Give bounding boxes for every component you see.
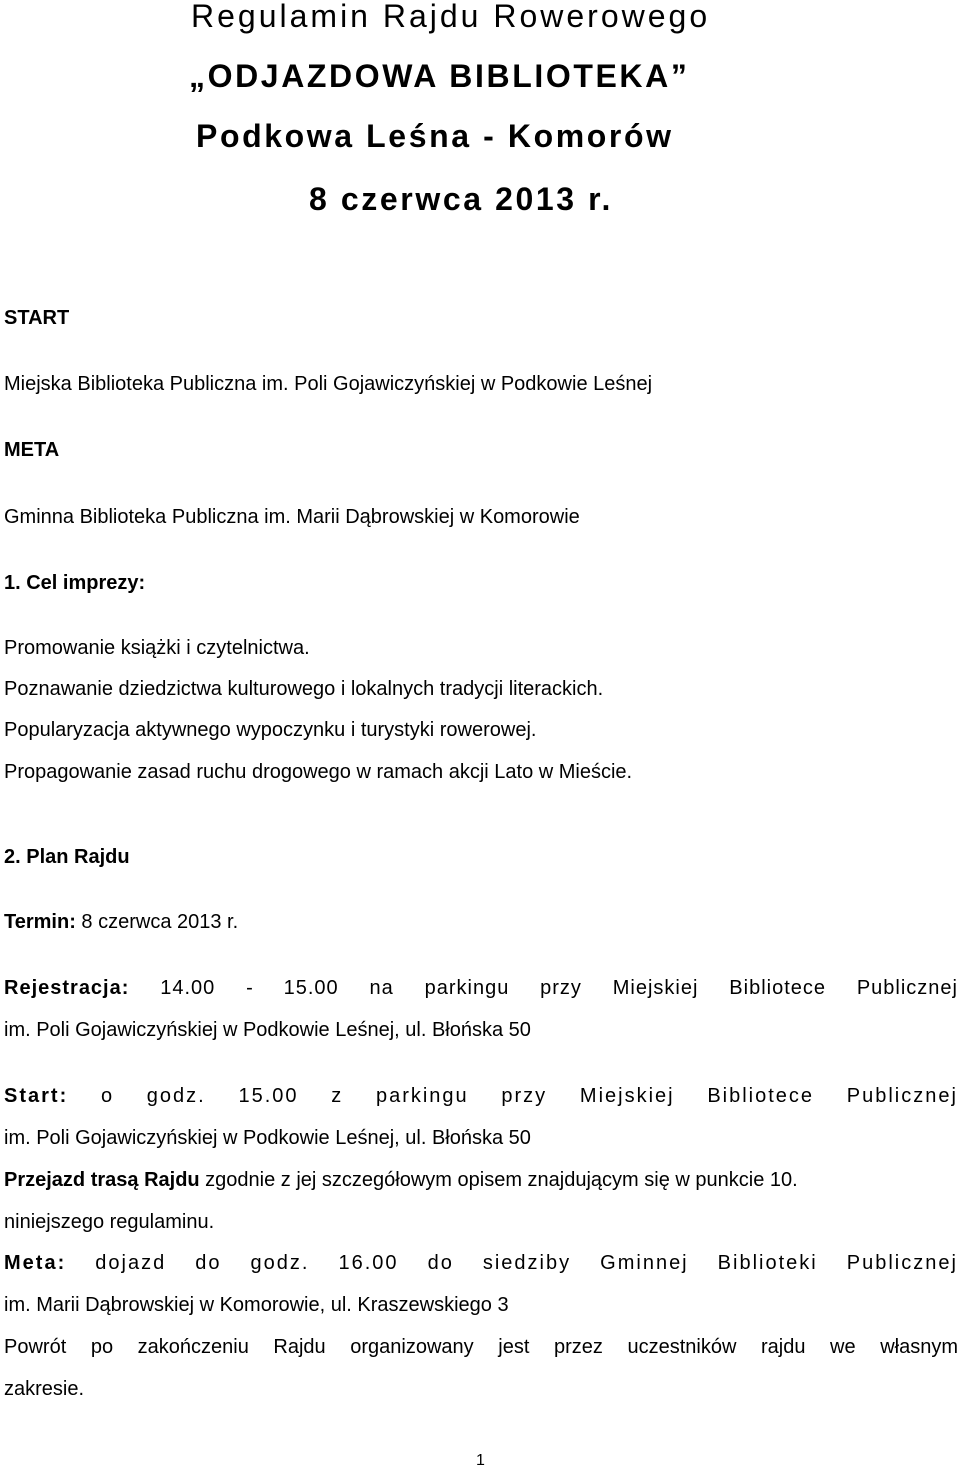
- return-word: uczestników: [627, 1336, 737, 1358]
- start-label: Start:: [4, 1085, 69, 1107]
- goal-item: Promowanie książki i czytelnictwa.: [4, 637, 310, 659]
- termin-value: 8 czerwca 2013 r.: [75, 911, 239, 933]
- start-word: przy: [501, 1085, 548, 1107]
- registration-word: 14.00: [160, 977, 216, 999]
- return-word: we: [830, 1336, 856, 1358]
- return-word: Powrót: [4, 1336, 67, 1358]
- route-line-2: niniejszego regulaminu.: [4, 1211, 215, 1233]
- goal-item: Popularyzacja aktywnego wypoczynku i turystyki rowerowej.: [4, 719, 537, 741]
- meta-location: Gminna Biblioteka Publiczna im. Marii Dąbrowskiej w Komorowie: [4, 506, 580, 528]
- start-word: Miejskiej: [579, 1085, 675, 1107]
- start-word: o: [100, 1085, 115, 1107]
- section-1-heading: 1. Cel imprezy:: [4, 572, 146, 594]
- return-word: rajdu: [760, 1336, 806, 1358]
- finish-word: Biblioteki: [717, 1252, 818, 1274]
- page-number: 1: [476, 1452, 485, 1469]
- registration-word: 15.00: [283, 977, 339, 999]
- registration-word: na: [369, 977, 394, 999]
- registration-word: Bibliotece: [729, 977, 826, 999]
- start-address: im. Poli Gojawiczyńskiej w Podkowie Leśnej, ul. Błońska 50: [4, 1127, 531, 1149]
- start-word: Bibliotece: [707, 1085, 815, 1107]
- return-word: zakończeniu: [137, 1336, 249, 1358]
- finish-word: Gminnej: [600, 1252, 689, 1274]
- registration-word: przy: [540, 977, 582, 999]
- return-word: po: [90, 1336, 114, 1358]
- return-word: organizowany: [350, 1336, 474, 1358]
- goal-item: Poznawanie dziedzictwa kulturowego i lokalnych tradycji literackich.: [4, 678, 604, 700]
- finish-word: dojazd: [95, 1252, 167, 1274]
- title-line-4: 8 czerwca 2013 r.: [309, 181, 613, 217]
- return-line: [4, 1335, 958, 1359]
- finish-word: siedziby: [482, 1252, 572, 1274]
- meta-heading: META: [4, 439, 60, 461]
- start-line: [4, 1084, 958, 1108]
- section-2-heading: 2. Plan Rajdu: [4, 846, 130, 868]
- start-location: Miejska Biblioteka Publiczna im. Poli Gojawiczyńskiej w Podkowie Leśnej: [4, 373, 653, 395]
- return-word: własnym: [880, 1336, 958, 1358]
- registration-label: Rejestracja:: [4, 977, 130, 999]
- title-line-3: Podkowa Leśna - Komorów: [196, 118, 674, 154]
- registration-word: parkingu: [424, 977, 510, 999]
- registration-word: Miejskiej: [612, 977, 699, 999]
- finish-word: do: [195, 1252, 222, 1274]
- termin-line: [4, 910, 238, 934]
- registration-line: [4, 976, 958, 1000]
- return-word: Rajdu: [273, 1336, 326, 1358]
- finish-word: godz.: [250, 1252, 310, 1274]
- return-word: przez: [553, 1336, 603, 1358]
- registration-word: -: [246, 977, 253, 999]
- return-line-2: zakresie.: [4, 1378, 85, 1400]
- route-line: [4, 1168, 798, 1192]
- finish-address: im. Marii Dąbrowskiej w Komorowie, ul. Kraszewskiego 3: [4, 1294, 509, 1316]
- start-word: parkingu: [375, 1085, 469, 1107]
- finish-label: Meta:: [4, 1252, 67, 1274]
- finish-line: [4, 1251, 958, 1275]
- registration-address: im. Poli Gojawiczyńskiej w Podkowie Leśnej, ul. Błońska 50: [4, 1019, 531, 1041]
- registration-word: Publicznej: [856, 977, 958, 999]
- finish-word: Publicznej: [846, 1252, 958, 1274]
- title-line-2: „ODJAZDOWA BIBLIOTEKA”: [189, 58, 690, 94]
- termin-label: Termin:: [4, 911, 76, 933]
- route-label: Przejazd trasą Rajdu: [4, 1169, 200, 1191]
- finish-word: 16.00: [338, 1252, 399, 1274]
- start-word: Publicznej: [846, 1085, 958, 1107]
- return-word: jest: [498, 1336, 530, 1358]
- goal-item: Propagowanie zasad ruchu drogowego w ramach akcji Lato w Mieście.: [4, 761, 633, 783]
- start-word: godz.: [146, 1085, 206, 1107]
- title-line-1: Regulamin Rajdu Rowerowego: [191, 0, 711, 34]
- start-word: 15.00: [238, 1085, 299, 1107]
- start-heading: START: [4, 307, 70, 329]
- start-word: z: [331, 1085, 344, 1107]
- finish-word: do: [427, 1252, 454, 1274]
- route-text: zgodnie z jej szczegółowym opisem znajdującym się w punkcie 10.: [199, 1169, 798, 1191]
